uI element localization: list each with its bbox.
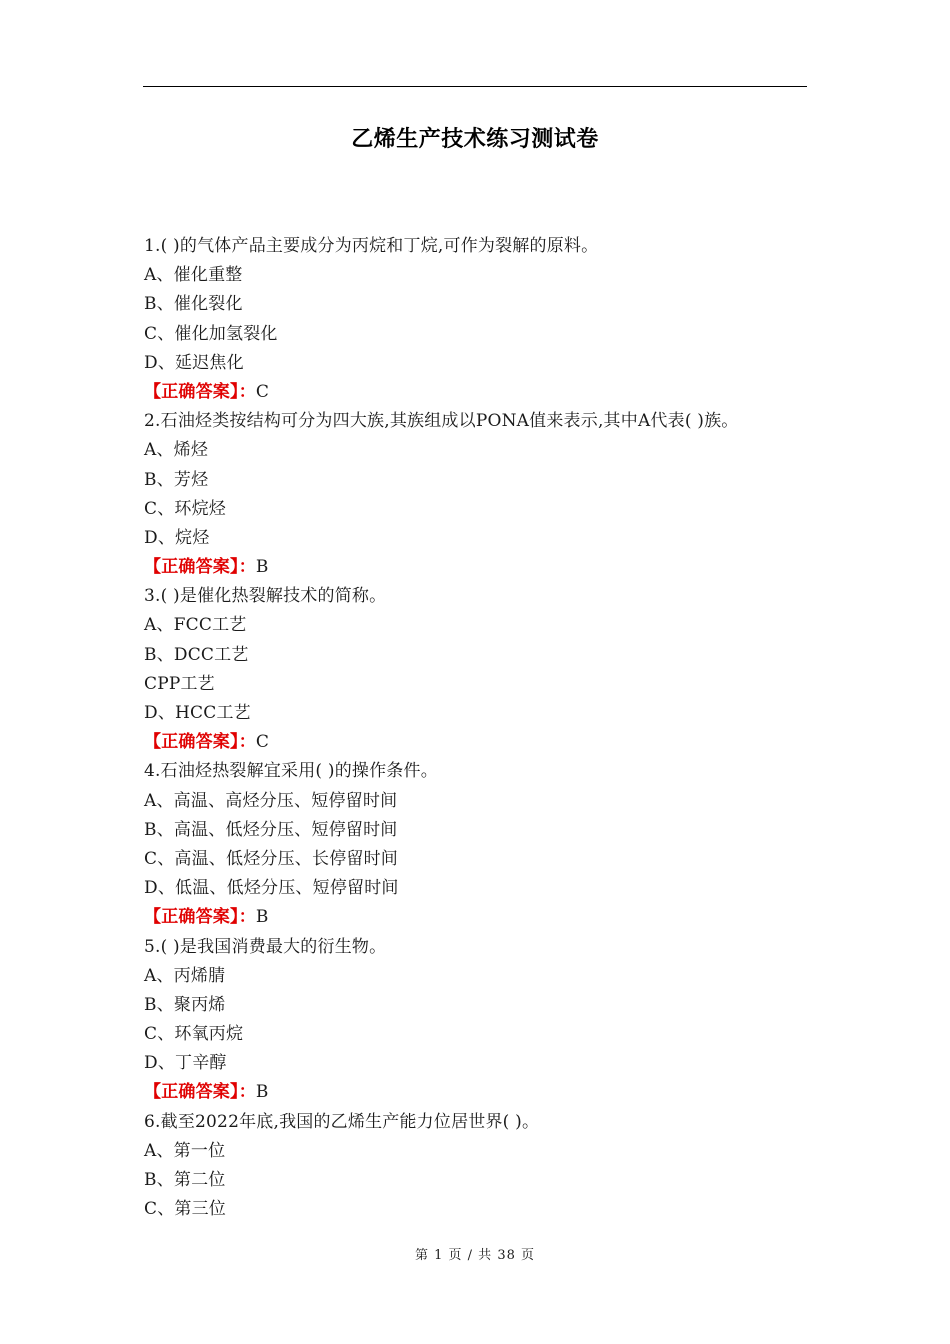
answer-line — [144, 1078, 824, 1107]
question-stem: 4.石油烃热裂解宜采用( )的操作条件。 — [144, 761, 438, 782]
answer-line — [144, 378, 824, 407]
question-stem: 1.( )的气体产品主要成分为丙烷和丁烷,可作为裂解的原料。 — [144, 236, 599, 256]
question-stem: 6.截至2022年底,我国的乙烯生产能力位居世界( )。 — [144, 1111, 540, 1132]
question-option: A、丙烯腈 — [144, 965, 226, 986]
question-option: C、催化加氢裂化 — [144, 323, 278, 344]
question-option: C、环氧丙烷 — [144, 1024, 244, 1045]
answer-label: 【正确答案】： — [144, 732, 256, 753]
question-option: B、DCC工艺 — [144, 644, 249, 665]
answer-value: B — [255, 907, 269, 928]
answer-label: 【正确答案】： — [144, 557, 256, 578]
question-option: A、高温、高烃分压、短停留时间 — [144, 790, 398, 811]
question-stem: 2.石油烃类按结构可分为四大族,其族组成以PONA值来表示,其中A代表( )族。 — [144, 411, 739, 432]
answer-value: B — [255, 1082, 269, 1103]
question-option: B、催化裂化 — [144, 294, 243, 315]
answer-label: 【正确答案】： — [144, 381, 256, 402]
answer-label: 【正确答案】： — [144, 907, 256, 928]
question-option: A、催化重整 — [144, 265, 243, 286]
header-rule — [143, 86, 807, 87]
question-option: C、第三位 — [144, 1199, 227, 1220]
question-option: CPP工艺 — [144, 673, 215, 694]
answer-line — [144, 903, 824, 932]
document-title: 乙烯生产技术练习测试卷 — [351, 127, 599, 152]
question-option: B、芳烃 — [144, 469, 209, 490]
answer-label: 【正确答案】： — [144, 1082, 256, 1103]
question-list — [144, 232, 824, 1224]
question-option: A、第一位 — [144, 1140, 226, 1161]
answer-line — [144, 553, 824, 582]
answer-line — [144, 728, 824, 757]
question-option: A、FCC工艺 — [144, 615, 247, 636]
question-option: D、丁辛醇 — [144, 1053, 227, 1074]
question-option: B、第二位 — [144, 1170, 226, 1190]
answer-value: C — [255, 381, 270, 402]
question-option: D、低温、低烃分压、短停留时间 — [144, 878, 399, 899]
answer-value: B — [255, 557, 269, 578]
answer-value: C — [255, 732, 270, 753]
question-stem: 5.( )是我国消费最大的衍生物。 — [144, 936, 387, 957]
question-option: D、延迟焦化 — [144, 352, 244, 373]
question-option: D、烷烃 — [144, 527, 210, 548]
question-option: C、环烷烃 — [144, 498, 227, 519]
question-option: D、HCC工艺 — [144, 703, 251, 723]
page-footer: 第 1 页 / 共 38 页 — [415, 1248, 535, 1263]
question-option: C、高温、低烃分压、长停留时间 — [144, 848, 399, 869]
question-option: A、烯烃 — [144, 440, 209, 461]
question-option: B、聚丙烯 — [144, 994, 226, 1015]
question-stem: 3.( )是催化热裂解技术的简称。 — [144, 586, 387, 607]
question-option: B、高温、低烃分压、短停留时间 — [144, 819, 398, 840]
